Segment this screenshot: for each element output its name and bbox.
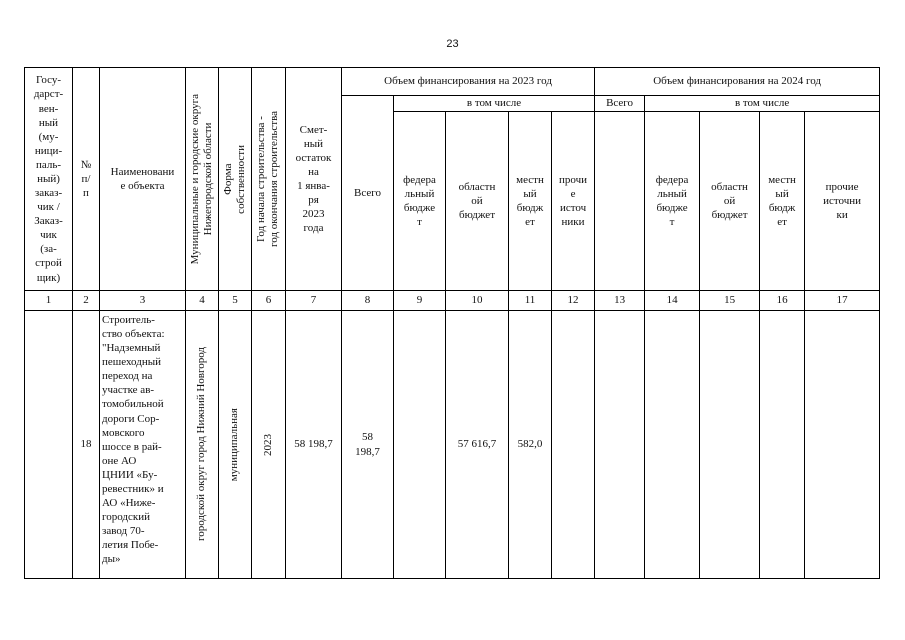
row-total-2023: 58 198,7 [342,311,394,579]
column-number: 15 [700,291,760,311]
column-number: 8 [342,291,394,311]
column-number: 1 [25,291,73,311]
header-federal-2024: федера льный бюдже т [645,112,700,291]
table-row [25,311,880,579]
header-row-number: № п/ п [73,68,100,291]
column-number: 3 [100,291,186,311]
header-total-2024: Всего [595,96,645,112]
column-number: 4 [186,291,219,311]
row-regional-2024 [700,311,760,579]
header-customer: Госу- дарст- вен- ный (му- ници- паль- ный) заказ- чик / Заказ- чик (за- строй щик) [25,68,73,291]
row-local-2023: 582,0 [509,311,552,579]
row-object-name: Строитель- ство объекта: "Надземный пешеходный переход на участке ав- томобильной дороги Сор- мовского шоссе в рай- оне АО ЦНИИ «Бу- ревестник» и АО «Ниже- городский завод 70- летия Побе- ды» [100,311,186,579]
row-district: городской округ город Нижний Новгород [186,311,219,579]
header-local-2023: местн ый бюдж ет [509,112,552,291]
row-federal-2023 [394,311,446,579]
column-number: 9 [394,291,446,311]
header-including-2023: в том числе [394,96,595,112]
row-other-2023 [552,311,595,579]
row-years: 2023 [252,311,286,579]
column-number: 12 [552,291,595,311]
column-number: 11 [509,291,552,311]
page-number: 23 [446,38,459,50]
column-number: 5 [219,291,252,311]
header-regional-2024: областн ой бюджет [700,112,760,291]
row-other-2024 [805,311,880,579]
column-number: 2 [73,291,100,311]
row-federal-2024 [645,311,700,579]
header-including-2024: в том числе [645,96,880,112]
header-blank-2024 [595,112,645,291]
header-other-2023: прочи е источ ники [552,112,595,291]
header-funding-2024: Объем финансирования на 2024 год [595,68,880,96]
row-number: 18 [73,311,100,579]
column-number: 10 [446,291,509,311]
row-customer [25,311,73,579]
column-number: 17 [805,291,880,311]
header-other-2024: прочие источни ки [805,112,880,291]
header-years: Год начала строительства - год окончания строительства [252,68,286,291]
header-local-2024: местн ый бюдж ет [760,112,805,291]
column-number: 6 [252,291,286,311]
header-remainder: Смет- ный остаток на 1 янва- ря 2023 года [286,68,342,291]
column-number: 13 [595,291,645,311]
row-remainder: 58 198,7 [286,311,342,579]
row-local-2024 [760,311,805,579]
column-number: 16 [760,291,805,311]
header-regional-2023: областн ой бюджет [446,112,509,291]
header-ownership: Форма собственности [219,68,252,291]
row-total-2024 [595,311,645,579]
header-federal-2023: федера льный бюдже т [394,112,446,291]
header-districts: Муниципальные и городские округа Нижегородской области [186,68,219,291]
financing-table [24,67,880,579]
column-numbers-row [25,291,880,311]
header-total-2023: Всего [342,96,394,291]
row-ownership: муниципальная [219,311,252,579]
column-number: 7 [286,291,342,311]
header-funding-2023: Объем финансирования на 2023 год [342,68,595,96]
header-object-name: Наименовани е объекта [100,68,186,291]
column-number: 14 [645,291,700,311]
row-regional-2023: 57 616,7 [446,311,509,579]
